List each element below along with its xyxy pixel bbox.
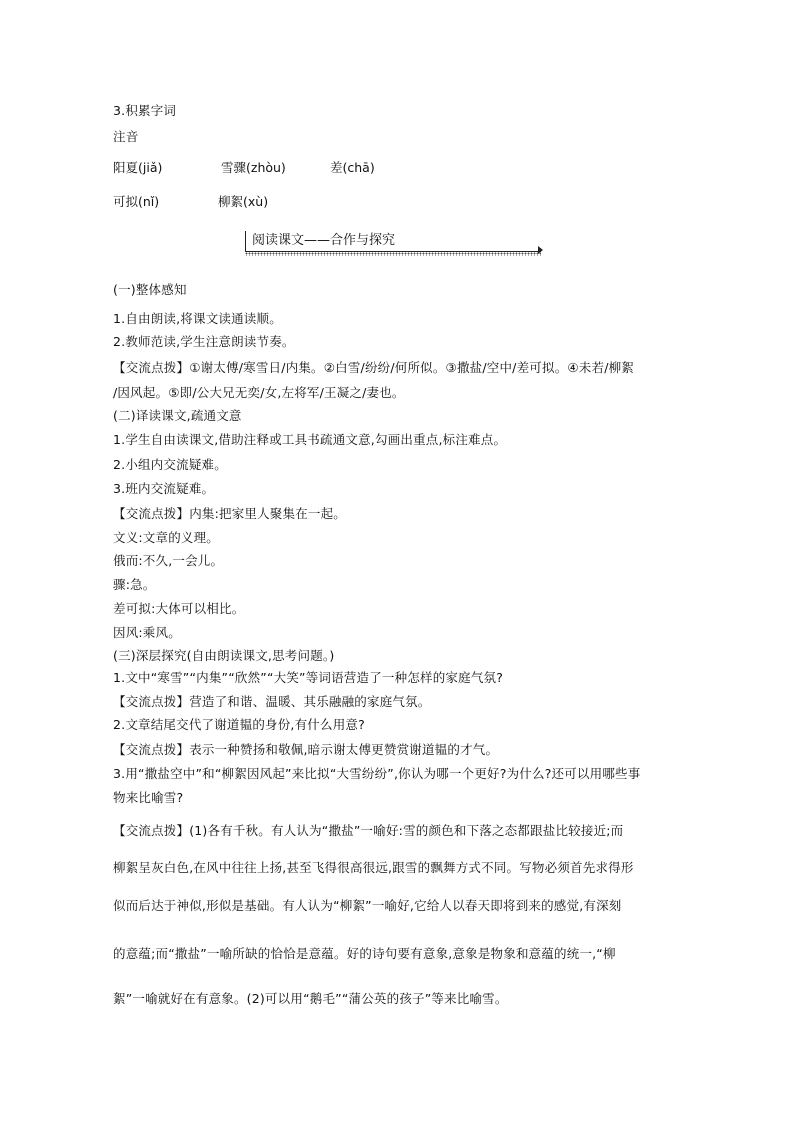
part3-line: 【交流点拨】营造了和谐、温暖、其乐融融的家庭气氛。 xyxy=(113,694,431,709)
part2-line: 差可拟:大体可以相比。 xyxy=(113,601,245,616)
part1-line: 1.自由朗读,将课文读通读顺。 xyxy=(113,311,282,326)
part3-line: 3.用“撒盐空中”和“柳絮因风起”来比拟“大雪纷纷”,你认为哪一个更好?为什么?还可以用哪些事 xyxy=(113,766,641,781)
part2-line: 因风:乘风。 xyxy=(113,625,181,640)
part2-line: 【交流点拨】内集:把家里人聚集在一起。 xyxy=(113,506,347,521)
vocab-word: 差(chā) xyxy=(330,160,375,175)
banner-arrow-icon xyxy=(538,246,543,254)
part3-line: 【交流点拨】表示一种赞扬和敬佩,暗示谢太傅更赞赏谢道韫的才气。 xyxy=(113,742,499,757)
part2-heading: (二)译读课文,疏通文意 xyxy=(113,408,242,423)
part3-answer-line: 似而后达于神似,形似是基础。有人认为“柳絮”一喻好,它给人以春天即将到来的感觉,有深刻 xyxy=(113,898,622,913)
part2-line: 1.学生自由读课文,借助注释或工具书疏通文意,勾画出重点,标注难点。 xyxy=(113,432,507,447)
vocab-word: 柳絮(xù) xyxy=(218,194,269,209)
part2-line: 2.小组内交流疑难。 xyxy=(113,457,227,472)
part1-line: 2.教师范读,学生注意朗读节奏。 xyxy=(113,334,295,349)
pronunciation-subheading: 注音 xyxy=(113,129,139,144)
part3-answer-line: 【交流点拨】(1)各有千秋。有人认为“撒盐”一喻好:雪的颜色和下落之态都跟盐比较接近;而 xyxy=(113,823,624,838)
banner-title: 阅读课文——合作与探究 xyxy=(252,233,396,248)
section-banner xyxy=(243,229,543,257)
part3-line: 2.文章结尾交代了谢道韫的身份,有什么用意? xyxy=(113,717,365,732)
vocab-word: 可拟(nǐ) xyxy=(113,194,160,209)
vocab-word: 阳夏(jiǎ) xyxy=(113,160,163,175)
part1-line: /因风起。⑤即/公大兄无奕/女,左将军/王凝之/妻也。 xyxy=(113,385,405,400)
part2-line: 文义:文章的义理。 xyxy=(113,530,220,545)
vocab-section-heading: 3.积累字词 xyxy=(113,103,177,118)
part3-answer-line: 柳絮呈灰白色,在风中往往上扬,甚至飞得很高很远,跟雪的飘舞方式不同。写物必须首先求得形 xyxy=(113,860,634,875)
part3-heading: (三)深层探究(自由朗读课文,思考问题。) xyxy=(113,648,335,663)
part2-line: 骤:急。 xyxy=(113,577,156,592)
part3-line: 1.文中“寒雪”“内集”“欣然”“大笑”等词语营造了一种怎样的家庭气氛? xyxy=(113,670,504,685)
part3-answer-line: 絮”一喻就好在有意象。(2)可以用“鹅毛”“蒲公英的孩子”等来比喻雪。 xyxy=(113,991,508,1006)
part1-heading: (一)整体感知 xyxy=(113,282,187,297)
vocab-word: 雪骤(zhòu) xyxy=(221,160,286,175)
banner-dotted-rule xyxy=(245,251,541,256)
part1-line: 【交流点拨】①谢太傅/寒雪日/内集。②白雪/纷纷/何所似。③撒盐/空中/差可拟。④未若/柳絮 xyxy=(113,360,635,375)
part3-line: 物来比喻雪? xyxy=(113,790,184,805)
banner-bar xyxy=(245,231,246,251)
part2-line: 俄而:不久,一会儿。 xyxy=(113,553,224,568)
part2-line: 3.班内交流疑难。 xyxy=(113,481,215,496)
part3-answer-line: 的意蕴;而“撒盐”一喻所缺的恰恰是意蕴。好的诗句要有意象,意象是物象和意蕴的统一,“柳 xyxy=(113,946,616,961)
